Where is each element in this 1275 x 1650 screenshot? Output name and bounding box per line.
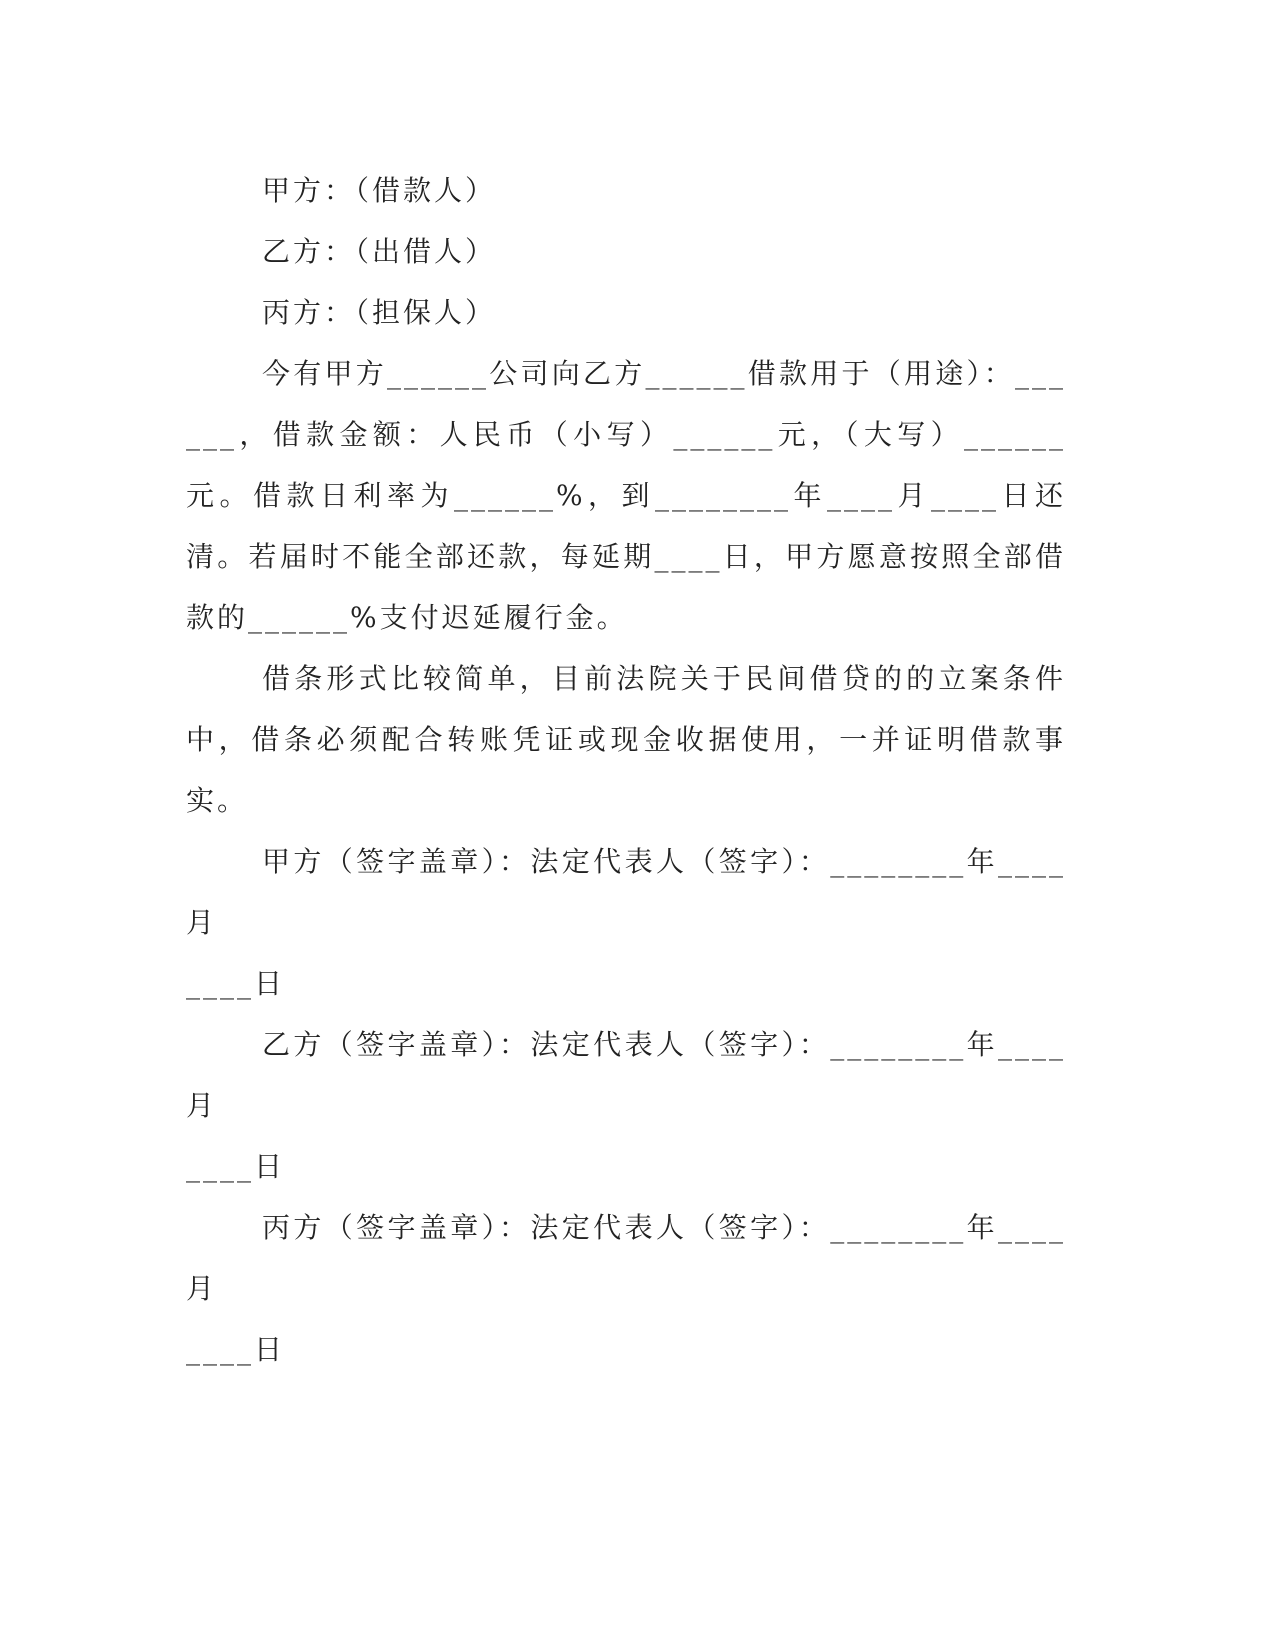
signature-party-a-day: ____日 (186, 967, 286, 1000)
note-paragraph: 借条形式比较简单，目前法院关于民间借贷的的立案条件中，借条必须配合转账凭证或现金收据使用，一并证明借款事实。 (186, 662, 1066, 817)
signature-party-c: 丙方（签字盖章）：法定代表人（签字）：________年____月 (186, 1211, 1066, 1305)
signature-party-b: 乙方（签字盖章）：法定代表人（签字）：________年____月 (186, 1028, 1066, 1122)
party-a-line: 甲方：（借款人） (262, 174, 497, 207)
signature-party-c-day: ____日 (186, 1333, 286, 1366)
signature-party-a: 甲方（签字盖章）：法定代表人（签字）：________年____月 (186, 845, 1066, 939)
party-c-line: 丙方：（担保人） (262, 296, 497, 329)
party-b-line: 乙方：（出借人） (262, 235, 497, 268)
document-body (186, 160, 1066, 1380)
signature-party-b-day: ____日 (186, 1150, 286, 1183)
loan-terms-paragraph: 今有甲方______公司向乙方______借款用于（用途）：______，借款金额：人民币（小写）______元，（大写）______元。借款日利率为______%，到________年____月____日还清。若届时不能全部还款，每延期____日，甲方愿意按照全部借款的______%支付迟延履行金。 (186, 357, 1066, 634)
